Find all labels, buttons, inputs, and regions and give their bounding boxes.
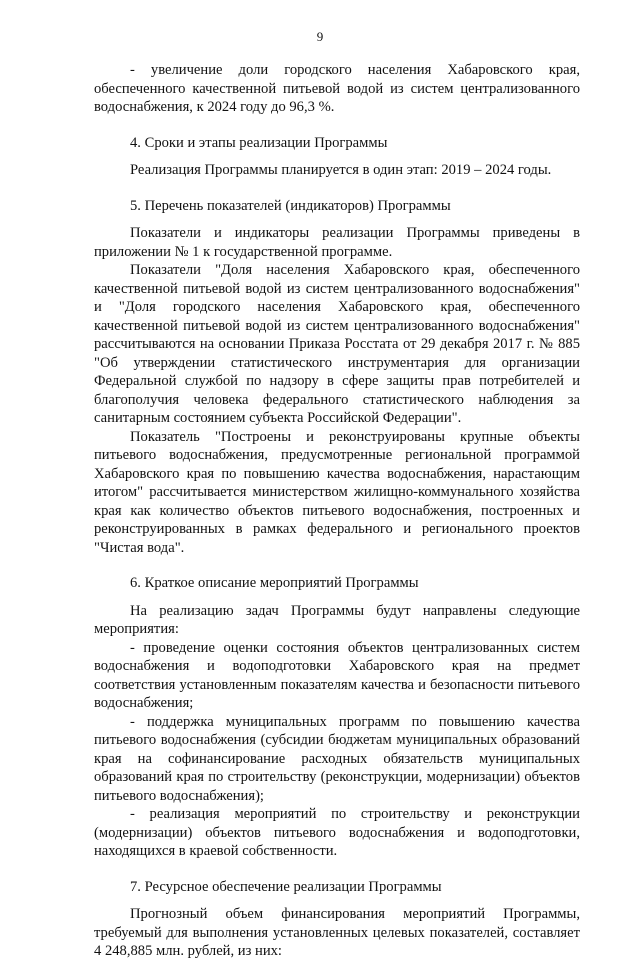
paragraph: Показатель "Построены и реконструированы крупные объекты питьевого водоснабжения, предусмотренные региональной программой Хабаровского края по повышению качества водоснабжения, нарастающим итогом" рассчитывается министерством жилищно-коммунального хозяйства края как количество объектов питьевого водоснабжения, построенных и реконструированных в рамках федерального и регионального проектов "Чистая вода".: [94, 428, 580, 556]
list-item: - реализация мероприятий по строительству и реконструкции (модернизации) объектов питьевого водоснабжения и водоподготовки, находящихся в краевой собственности.: [94, 806, 580, 859]
list-item: - поддержка муниципальных программ по повышению качества питьевого водоснабжения (субсидии бюджетам муниципальных образований края на софинансирование расходных обязательств муниципальных образований края по строительству (реконструкции, модернизации) объектов питьевого водоснабжения);: [94, 713, 580, 804]
section-heading-7: 7. Ресурсное обеспечение реализации Программы: [130, 878, 442, 895]
section-heading-5: 5. Перечень показателей (индикаторов) Программы: [130, 197, 451, 214]
paragraph: Реализация Программы планируется в один этап: 2019 – 2024 годы.: [130, 162, 552, 178]
paragraph: Показатели "Доля населения Хабаровского края, обеспеченного качественной питьевой водой из систем централизованного водоснабжения" и "Доля городского населения Хабаровского края, обеспеченного качественной питьевой водой из систем централизованного водоснабжения" рассчитываются на основании Приказа Росстата от 29 декабря 2017 г. № 885 "Об утверждении статистического инструментария для организации Федеральной службой по надзору в сфере защиты прав потребителей и благополучия человека федерального статистического наблюдения за санитарным состоянием субъекта Российской Федерации".: [94, 262, 580, 426]
paragraph: Показатели и индикаторы реализации Программы приведены в приложении № 1 к государственной программе.: [94, 225, 580, 260]
section-heading-6: 6. Краткое описание мероприятий Программы: [130, 575, 419, 591]
list-item: - проведение оценки состояния объектов централизованных систем водоснабжения и водоподготовки Хабаровского края на предмет соответствия установленным показателям качества и безопасности питьевого водоснабжения;: [94, 639, 580, 711]
section-heading-4: 4. Сроки и этапы реализации Программы: [130, 134, 388, 151]
document-body: [94, 61, 580, 961]
page-number: 9: [316, 29, 324, 44]
paragraph: Прогнозный объем финансирования мероприятий Программы, требуемый для выполнения установленных целевых показателей, составляет 4 248,885 млн. рублей, из них:: [94, 906, 580, 959]
paragraph: На реализацию задач Программы будут направлены следующие мероприятия:: [94, 602, 580, 637]
paragraph: - увеличение доли городского населения Хабаровского края, обеспеченного качественной питьевой водой из систем централизованного водоснабжения, к 2024 году до 96,3 %.: [94, 62, 580, 115]
